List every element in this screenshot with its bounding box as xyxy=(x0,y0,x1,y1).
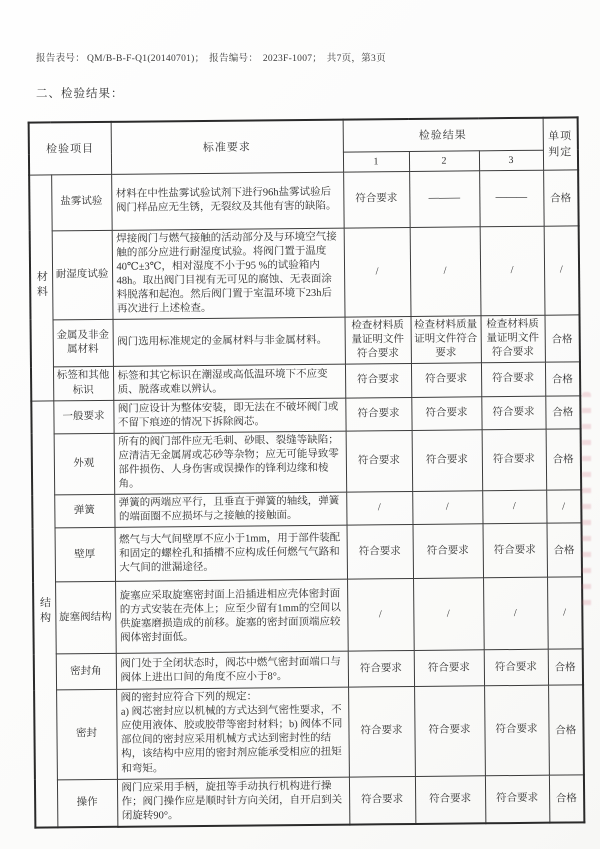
table-row xyxy=(34,685,584,780)
cell-result-2: / xyxy=(413,578,484,651)
table-header-row xyxy=(29,117,578,154)
header-standard: 标准要求 xyxy=(111,120,343,174)
cell-item: 盐雾试验 xyxy=(51,174,112,231)
cell-item: 密封 xyxy=(56,690,117,780)
cell-verdict: 合格 xyxy=(548,649,583,685)
header-result-col-2: 2 xyxy=(409,150,479,171)
cell-result-3: 符合要求 xyxy=(485,775,549,823)
faded-red-margin-stamp xyxy=(582,392,591,612)
header-verdict: 单项判定 xyxy=(543,117,578,169)
cell-result-2: 符合要求 xyxy=(414,650,484,687)
report-meta-line xyxy=(36,50,388,64)
group-label-text: 材料 xyxy=(35,270,48,301)
cell-standard: 燃气与大气间壁厚不应小于1mm，用于部件装配和固定的螺栓孔和插槽不应构成任何燃气气路和大气间的泄漏途径。 xyxy=(115,525,348,581)
cell-result-3: ——— xyxy=(479,170,544,227)
cell-verdict: / xyxy=(547,577,583,649)
cell-item: 操作 xyxy=(57,779,117,827)
header-result-col-1: 1 xyxy=(343,151,409,172)
table-row xyxy=(31,315,580,368)
cell-standard: 阀门应采用手柄，旋扭等手动执行机构进行操作；阀门操作应是顺时针方向关闭，自开启到关闭旋转90°。 xyxy=(117,777,349,827)
cell-result-2: / xyxy=(410,226,481,316)
cell-standard: 旋塞应采取旋塞密封面上沿插进相应壳体密封面的方式安装在壳体上；应至少留有1mm的空间以供旋塞磨损造成的前移。旋塞的密封面顶端应较阀体密封面低。 xyxy=(115,579,348,653)
table-row xyxy=(35,774,584,827)
cell-result-2: 符合要求 xyxy=(411,397,481,431)
table-row xyxy=(31,362,580,401)
cell-verdict: 合格 xyxy=(547,523,583,577)
cell-result-1: 符合要求 xyxy=(347,525,414,580)
cell-standard: 弹簧的两端应平行，且垂直于弹簧的轴线，弹簧的端面圈不应损坏与之接触的接触面。 xyxy=(114,492,346,527)
cell-standard: 阀门处于全闭状态时，阀芯中燃气密封面端口与阀体上进出口间的角度不应小于8°。 xyxy=(116,651,348,689)
cell-result-2: 符合要求 xyxy=(413,524,484,579)
group-label-text: 结构 xyxy=(38,596,51,627)
cell-result-1: 检查材料质量证明文件符合要求 xyxy=(345,316,411,364)
header-result-group: 检验结果 xyxy=(343,118,543,152)
cell-result-2: / xyxy=(412,491,482,525)
cell-verdict: / xyxy=(546,490,581,523)
cell-result-1: 符合要求 xyxy=(349,776,415,824)
cell-item: 一般要求 xyxy=(53,400,113,434)
table-row xyxy=(30,225,580,320)
cell-verdict: 合格 xyxy=(546,429,582,491)
table-row xyxy=(31,396,580,434)
cell-verdict: 合格 xyxy=(549,774,584,822)
cell-verdict: 合格 xyxy=(545,315,580,363)
cell-result-3: 符合要求 xyxy=(481,363,545,397)
cell-standard: 所有的阀门部件应无毛刺、砂眼、裂缝等缺陷；应清洁无金属屑或芯砂等杂物；应无可能导致零部件损伤、人身伤害或误操作的锋利边缘和棱角。 xyxy=(114,431,347,494)
cell-standard: 标签和其它标识在潮湿或高低温环境下不应变质、脱落或难以辨认。 xyxy=(113,365,345,401)
cell-standard: 阀门选用标准规定的金属材料与非金属材料。 xyxy=(113,317,345,367)
report-no-label: 报告编号： xyxy=(209,54,259,64)
cell-result-3: / xyxy=(480,226,545,316)
report-no: 2023F-1007； xyxy=(262,54,323,64)
cell-result-2: 符合要求 xyxy=(414,686,485,776)
cell-result-2: 符合要求 xyxy=(412,430,483,492)
cell-verdict: 合格 xyxy=(545,362,580,396)
cell-item: 金属及非金属材料 xyxy=(53,319,113,367)
table-row xyxy=(33,523,583,582)
table-row xyxy=(33,577,583,654)
cell-result-3: / xyxy=(483,577,548,650)
section-title: 二、检验结果： xyxy=(36,88,124,100)
table-row xyxy=(34,649,583,690)
report-form-no: QM/B-B-F-Q1(20140701)； xyxy=(87,54,205,64)
cell-result-1: 符合要求 xyxy=(343,171,410,228)
cell-standard: 阀门应设计为整体安装，即无法在不破坏阀门或不留下痕迹的情况下拆除阀芯。 xyxy=(113,398,345,433)
cell-result-3: / xyxy=(482,490,546,524)
cell-standard: 材料在中性盐雾试验试剂下进行96h盐雾试验后阀门样品应无生锈，无裂纹及其他有害的缺陷。 xyxy=(111,172,344,230)
cell-item: 标签和其他标识 xyxy=(53,367,113,401)
page-info: 共7页，第3页 xyxy=(326,54,386,64)
cell-result-1: / xyxy=(344,227,411,317)
cell-result-1: 符合要求 xyxy=(348,651,414,688)
table-row xyxy=(32,490,581,528)
cell-result-1: 符合要求 xyxy=(348,687,415,777)
inspection-results-table xyxy=(28,116,586,828)
cell-result-3: 检查材料质量证明文件符合要求 xyxy=(481,315,545,363)
header-item: 检验项目 xyxy=(29,122,111,175)
cell-result-1: / xyxy=(346,492,412,526)
cell-result-3: 符合要求 xyxy=(484,685,549,775)
header-result-col-3: 3 xyxy=(479,150,543,171)
cell-verdict: 合格 xyxy=(543,169,579,225)
report-form-no-label: 报告表号： xyxy=(36,54,86,64)
cell-verdict: 合格 xyxy=(548,685,584,775)
cell-item: 旋塞阀结构 xyxy=(55,582,116,655)
cell-result-1: 符合要求 xyxy=(345,364,411,398)
cell-item: 密封角 xyxy=(56,654,116,691)
cell-result-3: 符合要求 xyxy=(482,429,547,491)
cell-result-1: 符合要求 xyxy=(346,430,413,492)
cell-standard: 阀的密封应符合下列的规定： a) 阀芯密封应以机械的方式达到气密性要求，不应使用液体、胶或胶带等密封材料；b) 阀体不同部位间的密封应采用机械方式达到密封性的结构，该结构中应用的密封剂应能承受相应的扭矩和弯矩。 xyxy=(116,687,349,779)
cell-result-2: 符合要求 xyxy=(415,775,485,823)
cell-result-2: 符合要求 xyxy=(411,363,481,397)
cell-result-1: 符合要求 xyxy=(345,397,411,431)
cell-result-1: / xyxy=(347,579,414,652)
cell-item: 壁厚 xyxy=(55,528,116,583)
table-row xyxy=(29,169,579,230)
cell-item: 外观 xyxy=(54,433,115,495)
cell-item: 弹簧 xyxy=(54,494,114,528)
cell-verdict: 合格 xyxy=(545,396,580,429)
cell-result-3: 符合要求 xyxy=(481,396,545,430)
inspection-results-table-wrap xyxy=(28,116,584,828)
cell-item: 耐湿度试验 xyxy=(52,230,113,320)
group-label-material xyxy=(29,174,53,400)
cell-result-2: 检查材料质量证明文件符合要求 xyxy=(411,316,481,364)
cell-standard: 焊接阀门与燃气接触的活动部分及与环境空气接触的部分应进行耐湿度试验。将阀门置于温度40℃±3℃，相对湿度不小于95 %的试验箱内48h。取出阀门目视有无可见的腐蚀、无表面涂料脱落和起泡。然后阀门置于室温环境下23h后再次进行上述检查。 xyxy=(112,228,345,320)
cell-result-3: 符合要求 xyxy=(484,649,548,686)
cell-result-2: ——— xyxy=(409,170,480,227)
cell-result-3: 符合要求 xyxy=(483,523,548,578)
table-row xyxy=(32,429,582,496)
cell-verdict: / xyxy=(544,225,580,315)
